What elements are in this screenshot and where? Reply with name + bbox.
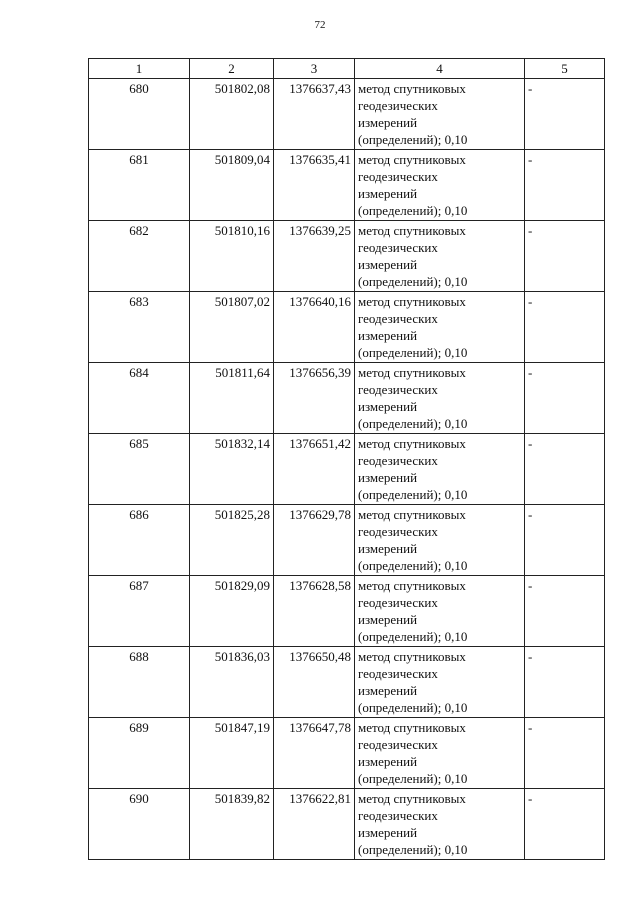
method-line: геодезических (358, 453, 438, 468)
method-line: геодезических (358, 737, 438, 752)
coordinate-y: 1376639,25 (274, 221, 355, 292)
method-line: геодезических (358, 524, 438, 539)
table-header-row (89, 59, 605, 79)
method-line: измерений (358, 115, 418, 130)
coordinate-y: 1376650,48 (274, 647, 355, 718)
table-row (89, 576, 605, 647)
coordinate-y: 1376647,78 (274, 718, 355, 789)
point-number: 681 (89, 150, 190, 221)
note-dash: - (525, 79, 605, 150)
table-body (89, 79, 605, 860)
table-row (89, 150, 605, 221)
method-line: метод спутниковых (358, 649, 466, 664)
table-row (89, 647, 605, 718)
note-dash: - (525, 789, 605, 860)
point-number: 689 (89, 718, 190, 789)
method-line: (определений); 0,10 (358, 203, 468, 218)
header-col-4: 4 (355, 59, 525, 79)
method-line: (определений); 0,10 (358, 771, 468, 786)
method-line: (определений); 0,10 (358, 274, 468, 289)
method-line: геодезических (358, 240, 438, 255)
table-row (89, 789, 605, 860)
method-line: измерений (358, 612, 418, 627)
note-dash: - (525, 505, 605, 576)
table-row (89, 292, 605, 363)
method-description (355, 505, 525, 576)
method-description (355, 292, 525, 363)
method-line: геодезических (358, 311, 438, 326)
method-line: геодезических (358, 595, 438, 610)
method-description (355, 150, 525, 221)
method-line: метод спутниковых (358, 223, 466, 238)
point-number: 683 (89, 292, 190, 363)
note-dash: - (525, 718, 605, 789)
method-line: (определений); 0,10 (358, 558, 468, 573)
method-line: метод спутниковых (358, 294, 466, 309)
point-number: 690 (89, 789, 190, 860)
header-col-3: 3 (274, 59, 355, 79)
method-line: измерений (358, 683, 418, 698)
coordinate-x: 501825,28 (190, 505, 274, 576)
table-row (89, 79, 605, 150)
header-col-5: 5 (525, 59, 605, 79)
coordinate-x: 501809,04 (190, 150, 274, 221)
note-dash: - (525, 576, 605, 647)
point-number: 682 (89, 221, 190, 292)
coordinate-y: 1376629,78 (274, 505, 355, 576)
coordinate-x: 501836,03 (190, 647, 274, 718)
method-line: (определений); 0,10 (358, 700, 468, 715)
method-line: метод спутниковых (358, 436, 466, 451)
point-number: 688 (89, 647, 190, 718)
method-description (355, 789, 525, 860)
method-description (355, 221, 525, 292)
method-line: геодезических (358, 382, 438, 397)
method-line: измерений (358, 754, 418, 769)
method-line: (определений); 0,10 (358, 487, 468, 502)
note-dash: - (525, 647, 605, 718)
coordinates-table (88, 58, 605, 860)
header-col-2: 2 (190, 59, 274, 79)
method-line: измерений (358, 399, 418, 414)
coordinate-x: 501810,16 (190, 221, 274, 292)
coordinate-y: 1376640,16 (274, 292, 355, 363)
coordinate-y: 1376656,39 (274, 363, 355, 434)
method-line: геодезических (358, 808, 438, 823)
coordinate-x: 501811,64 (190, 363, 274, 434)
method-line: геодезических (358, 98, 438, 113)
method-line: измерений (358, 186, 418, 201)
method-line: измерений (358, 257, 418, 272)
note-dash: - (525, 363, 605, 434)
point-number: 686 (89, 505, 190, 576)
method-line: метод спутниковых (358, 578, 466, 593)
coordinate-x: 501829,09 (190, 576, 274, 647)
method-description (355, 576, 525, 647)
method-line: измерений (358, 328, 418, 343)
coordinate-y: 1376628,58 (274, 576, 355, 647)
method-description (355, 718, 525, 789)
note-dash: - (525, 221, 605, 292)
table-row (89, 363, 605, 434)
header-col-1: 1 (89, 59, 190, 79)
method-line: метод спутниковых (358, 81, 466, 96)
coordinate-y: 1376635,41 (274, 150, 355, 221)
method-line: (определений); 0,10 (358, 842, 468, 857)
coordinate-y: 1376651,42 (274, 434, 355, 505)
point-number: 684 (89, 363, 190, 434)
point-number: 687 (89, 576, 190, 647)
note-dash: - (525, 292, 605, 363)
method-line: (определений); 0,10 (358, 345, 468, 360)
coordinate-x: 501832,14 (190, 434, 274, 505)
coordinate-y: 1376637,43 (274, 79, 355, 150)
point-number: 680 (89, 79, 190, 150)
method-line: метод спутниковых (358, 152, 466, 167)
method-line: (определений); 0,10 (358, 416, 468, 431)
method-line: измерений (358, 470, 418, 485)
method-description (355, 647, 525, 718)
method-line: (определений); 0,10 (358, 629, 468, 644)
method-description (355, 79, 525, 150)
method-line: метод спутниковых (358, 791, 466, 806)
note-dash: - (525, 434, 605, 505)
table-row (89, 221, 605, 292)
method-line: (определений); 0,10 (358, 132, 468, 147)
coordinate-x: 501802,08 (190, 79, 274, 150)
method-description (355, 363, 525, 434)
method-line: метод спутниковых (358, 365, 466, 380)
method-line: измерений (358, 825, 418, 840)
method-line: геодезических (358, 169, 438, 184)
method-description (355, 434, 525, 505)
point-number: 685 (89, 434, 190, 505)
coordinate-y: 1376622,81 (274, 789, 355, 860)
note-dash: - (525, 150, 605, 221)
method-line: геодезических (358, 666, 438, 681)
method-line: метод спутниковых (358, 720, 466, 735)
method-line: измерений (358, 541, 418, 556)
page-number: 72 (314, 19, 326, 31)
method-line: метод спутниковых (358, 507, 466, 522)
table-row (89, 434, 605, 505)
table-row (89, 718, 605, 789)
coordinate-x: 501807,02 (190, 292, 274, 363)
coordinate-x: 501839,82 (190, 789, 274, 860)
coordinate-x: 501847,19 (190, 718, 274, 789)
table-row (89, 505, 605, 576)
